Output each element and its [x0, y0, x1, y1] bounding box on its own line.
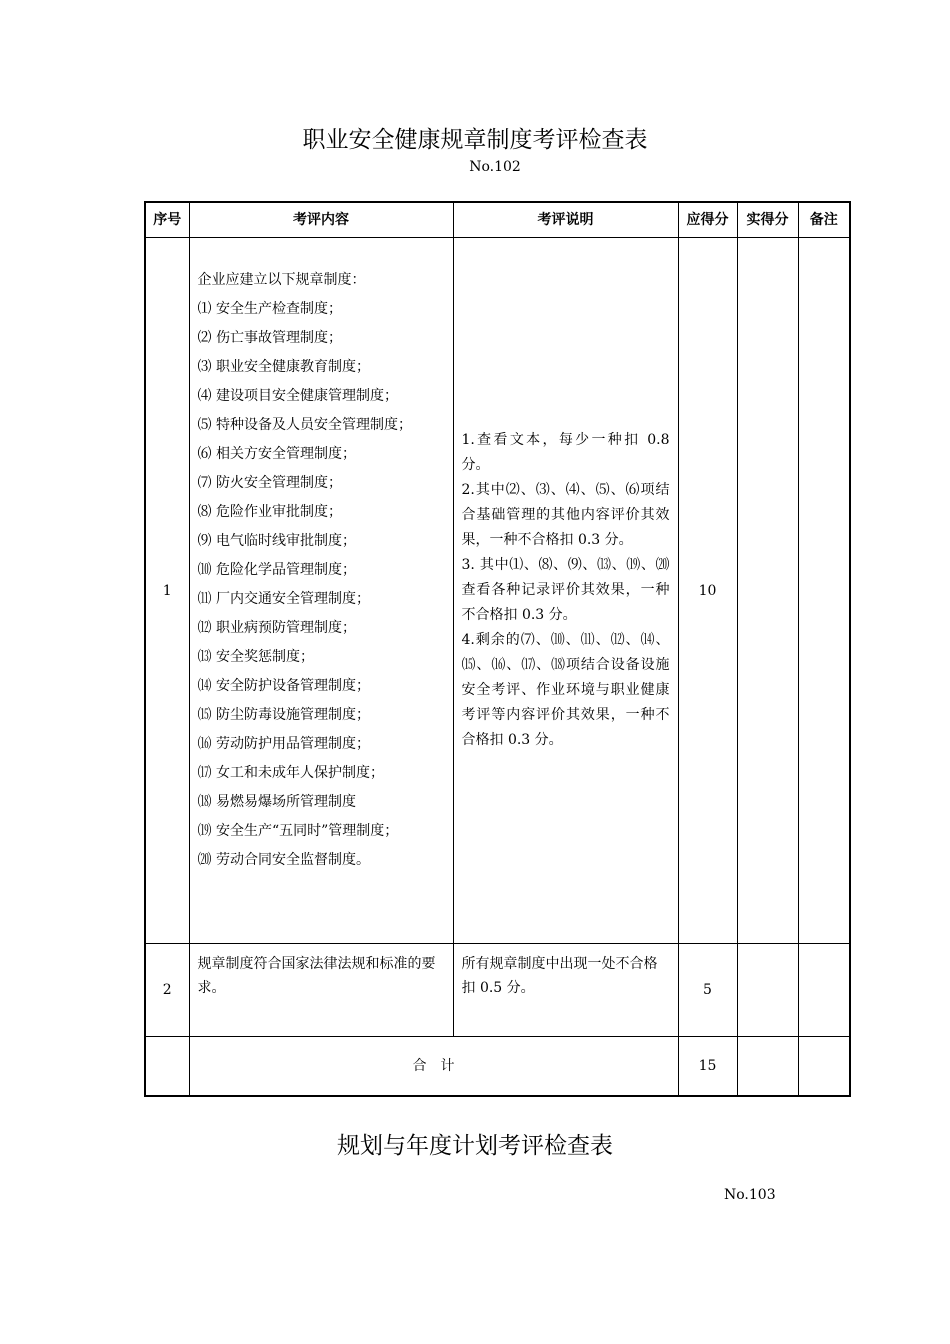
content-line: ⑿ 职业病预防管理制度；	[197, 620, 356, 636]
total-score: 15	[678, 1037, 737, 1097]
row-explanation: 所有规章制度中出现一处不合格扣 0.5 分。	[453, 944, 678, 1037]
table-row	[145, 944, 850, 1037]
total-row	[145, 1037, 850, 1097]
explanation-item: 4.剩余的⑺、⑽、⑾、⑿、⒁、⒂、⒃、⒄、⒅项结合设备设施安全考评、作业环境与职业健康考评等内容评价其效果，一种不合格扣 0.3 分。	[461, 632, 670, 748]
content-line: ⒃ 劳动防护用品管理制度；	[197, 736, 370, 752]
header-content: 考评内容	[189, 202, 453, 238]
content-line: ⑼ 电气临时线审批制度；	[197, 533, 356, 549]
content-line: ⑴ 安全生产检查制度；	[197, 301, 342, 317]
row-score: 5	[678, 944, 737, 1037]
page-title: 职业安全健康规章制度考评检查表	[302, 127, 648, 153]
header-index: 序号	[145, 202, 189, 238]
table-row	[145, 238, 850, 944]
content-line: ⒀ 安全奖惩制度；	[197, 649, 314, 665]
content-line: ⒄ 女工和未成年人保护制度；	[197, 765, 384, 781]
content-line: ⑶ 职业安全健康教育制度；	[197, 359, 370, 375]
content-line: ⒇ 劳动合同安全监督制度。	[197, 852, 370, 868]
row-explanation	[453, 238, 678, 944]
form-number: No.102	[469, 159, 521, 175]
row-actual-score[interactable]	[737, 238, 798, 944]
row-index: 1	[145, 238, 189, 944]
row-score: 10	[678, 238, 737, 944]
content-line: ⒁ 安全防护设备管理制度；	[197, 678, 370, 694]
header-remark: 备注	[798, 202, 850, 238]
content-line: ⑷ 建设项目安全健康管理制度；	[197, 388, 398, 404]
row-remark[interactable]	[798, 944, 850, 1037]
header-score: 应得分	[678, 202, 737, 238]
content-line: ⑾ 厂内交通安全管理制度；	[197, 591, 370, 607]
content-line: ⑺ 防火安全管理制度；	[197, 475, 342, 491]
content-line: ⑽ 危险化学品管理制度；	[197, 562, 356, 578]
row-content	[189, 238, 453, 944]
header-explanation: 考评说明	[453, 202, 678, 238]
row-remark[interactable]	[798, 238, 850, 944]
total-remark[interactable]	[798, 1037, 850, 1097]
table-header-row	[145, 202, 850, 238]
row-actual-score[interactable]	[737, 944, 798, 1037]
content-line: ⒂ 防尘防毒设施管理制度；	[197, 707, 370, 723]
next-form-number: No.103	[724, 1187, 776, 1203]
explanation-item: 3. 其中⑴、⑻、⑼、⒀、⒆、⒇查看各种记录评价其效果，一种不合格扣 0.3 分。	[461, 557, 670, 623]
content-line: ⒆ 安全生产“五同时”管理制度；	[197, 823, 399, 839]
next-section-title: 规划与年度计划考评检查表	[337, 1133, 613, 1159]
content-line: ⑵ 伤亡事故管理制度；	[197, 330, 342, 346]
total-actual-score[interactable]	[737, 1037, 798, 1097]
explanation-item: 1.查看文本，每少一种扣 0.8 分。	[461, 432, 670, 473]
explanation-item: 2.其中⑵、⑶、⑷、⑸、⑹项结合基础管理的其他内容评价其效果，一种不合格扣 0.3 分。	[461, 482, 670, 548]
content-line: 企业应建立以下规章制度：	[197, 272, 366, 288]
row-index: 2	[145, 944, 189, 1037]
content-line: ⑸ 特种设备及人员安全管理制度；	[197, 417, 412, 433]
total-index-cell	[145, 1037, 189, 1097]
content-line: ⒅ 易燃易爆场所管理制度	[197, 794, 356, 810]
row-content: 规章制度符合国家法律法规和标准的要求。	[189, 944, 453, 1037]
evaluation-table	[144, 201, 851, 1097]
total-label: 合 计	[189, 1037, 678, 1097]
header-actual-score: 实得分	[737, 202, 798, 238]
content-line: ⑹ 相关方安全管理制度；	[197, 446, 356, 462]
content-line: ⑻ 危险作业审批制度；	[197, 504, 342, 520]
